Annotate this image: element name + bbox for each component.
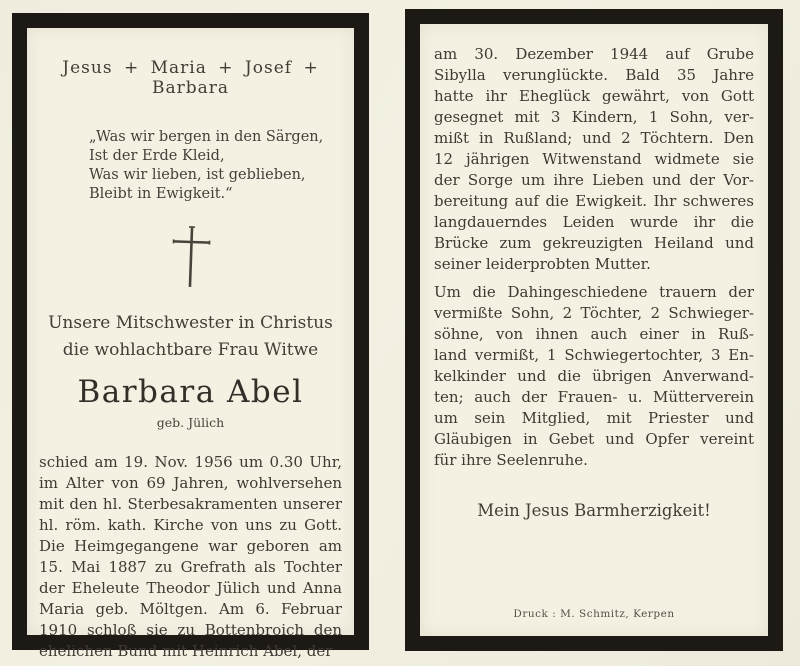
printer-credit: Druck : M. Schmitz, Kerpen	[513, 608, 675, 620]
obituary-line: 12 jährigen Witwenstand widmete sie	[434, 150, 754, 168]
obituary-line: im Alter von 69 Jahren, wohlversehen	[39, 474, 342, 492]
obituary-line: Gläubigen in Gebet und Opfer vereint	[434, 430, 754, 448]
poem-quote	[89, 128, 342, 204]
obituary-line: Um die Dahingeschiedene trauern der	[434, 283, 754, 301]
obituary-line: am 30. Dezember 1944 auf Grube	[434, 45, 754, 63]
cross-icon	[39, 224, 342, 292]
poem-line: Bleibt in Ewigkeit.“	[89, 186, 233, 202]
obituary-line: land vermißt, 1 Schwiegertochter, 3 En-	[434, 346, 754, 364]
obituary-line: der Sorge um ihre Lieben und der Vor-	[434, 171, 754, 189]
deceased-name: Barbara Abel	[77, 374, 304, 410]
poem-line: Was wir lieben, ist geblieben,	[89, 167, 306, 183]
obituary-text-right-para2	[434, 282, 754, 471]
obituary-line: kelkinder und die übrigen Anverwand-	[434, 367, 754, 385]
obituary-line: vermißte Sohn, 2 Töchter, 2 Schwieger-	[434, 304, 754, 322]
obituary-line: mit den hl. Sterbesakramenten unserer	[39, 495, 342, 513]
maiden-name: geb. Jülich	[156, 415, 225, 430]
obituary-line: der Eheleute Theodor Jülich und Anna	[39, 579, 342, 597]
obituary-line: mißt in Rußland; und 2 Töchtern. Den	[434, 129, 754, 147]
obituary-line: 1910 schloß sie zu Bottenbroich den	[39, 621, 342, 639]
obituary-line: Brücke zum gekreuzigten Heiland und	[434, 234, 754, 252]
obituary-line: hatte ihr Eheglück gewährt, von Gott	[434, 87, 754, 105]
obituary-text-right-para1	[434, 44, 754, 275]
obituary-text-left	[39, 452, 342, 662]
obituary-line: langdauerndes Leiden wurde ihr die	[434, 213, 754, 231]
obituary-line: bereitung auf die Ewigkeit. Ihr schweres	[434, 192, 754, 210]
obituary-line: für ihre Seelenruhe.	[434, 451, 588, 469]
obituary-line: 15. Mai 1887 zu Grefrath als Tochter	[39, 558, 342, 576]
invocation-line: Jesus + Maria + Josef + Barbara	[62, 58, 319, 98]
obituary-line: seiner leiderprobten Mutter.	[434, 255, 651, 273]
obituary-line: söhne, von ihnen auch einer in Ruß-	[434, 325, 754, 343]
obituary-line: ten; auch der Frauen- u. Mütterverein	[434, 388, 754, 406]
obituary-line: Die Heimgegangene war geboren am	[39, 537, 342, 555]
poem-line: Ist der Erde Kleid,	[89, 148, 225, 164]
obituary-line: Sibylla verunglückte. Bald 35 Jahre	[434, 66, 754, 84]
obituary-line: schied am 19. Nov. 1956 um 0.30 Uhr,	[39, 453, 342, 471]
card-panel-left	[12, 13, 369, 660]
obituary-line: ehelichen Bund mit Heinrich Abel, der	[39, 642, 333, 660]
card-panel-right	[405, 9, 783, 651]
closing-prayer: Mein Jesus Barmherzigkeit!	[477, 501, 711, 520]
intro-line-2: die wohlachtbare Frau Witwe	[62, 340, 319, 360]
poem-line: „Was wir bergen in den Särgen,	[89, 129, 324, 145]
obituary-line: Maria geb. Möltgen. Am 6. Februar	[39, 600, 342, 618]
introduction-lines	[39, 310, 342, 364]
obituary-line: um sein Mitglied, mit Priester und	[434, 409, 754, 427]
obituary-line: hl. röm. kath. Kirche von uns zu Gott.	[39, 516, 342, 534]
obituary-line: gesegnet mit 3 Kindern, 1 Sohn, ver-	[434, 108, 754, 126]
intro-line-1: Unsere Mitschwester in Christus	[48, 313, 333, 333]
